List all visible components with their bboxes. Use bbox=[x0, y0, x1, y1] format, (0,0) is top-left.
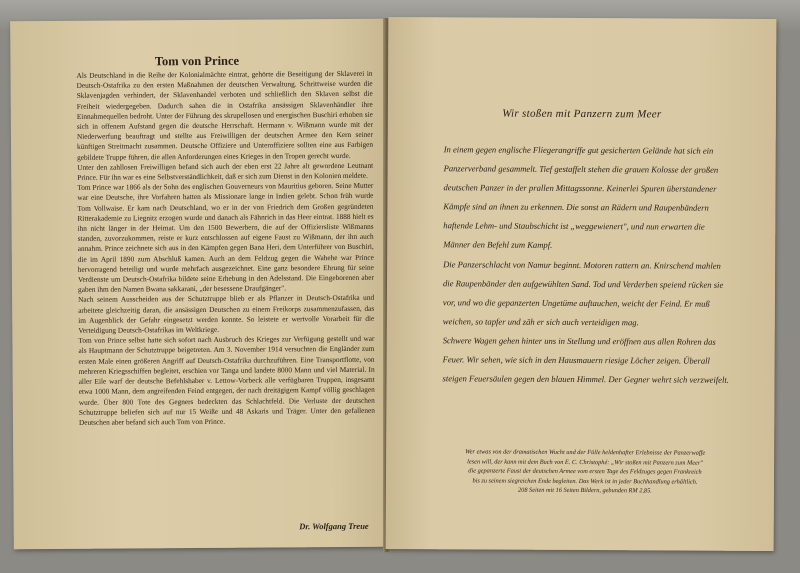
ad-line: bis zu seinem siegreichen Ende begleiten. Das Werk ist in jeder Buchhandlung erhältlich. bbox=[472, 477, 698, 486]
excerpt-body bbox=[442, 140, 731, 390]
ad-line: die gepanzerte Faust der deutschen Armee vom ersten Tage des Feldzuges gegen Frankreich bbox=[468, 467, 702, 476]
left-page bbox=[10, 19, 387, 550]
paragraph: Unter den zahllosen Freiwilligen befand sich auch der eben erst 22 Jahre alt gewordene Leutnant Prince. Für ihn war es eine Selbstverständlichkeit, daß er sich zum Dienst in den Kolonien meldete. bbox=[77, 160, 374, 182]
ad-line: 208 Seiten mit 16 Seiten Bildern, gebunden RM 2,85. bbox=[518, 487, 652, 495]
right-page bbox=[386, 17, 777, 551]
ad-line: Wer etwas von der dramatischen Wucht und der Fülle heldenhafter Erlebnisse der Panzerwaffe bbox=[465, 448, 706, 457]
article-title: Tom von Prince bbox=[154, 53, 240, 69]
paragraph: Als Deutschland in die Reihe der Kolonialmächte eintrat, gehörte die Beseitigung der Sklaverei in Deutsch-Ostafrika zu den ersten Maßnahmen der deutschen Verwaltung. Schrittweise wurden die Sklavenjagden verhindert, der Sklavenhandel verboten und schließlich den Sklaven selbst die Freiheit wiedergegeben. Dadurch sahen die in Ostafrika ansässigen Sklavenhändler ihre Einnahmequellen bedroht. Unter der Führung des skrupellosen und energischen Buschiri erhoben sie sich in offenem Aufstand gegen die deutsche Herrschaft. Hermann v. Wißmann wurde mit der Niederwerfung beauftragt und stellte aus Freiwilligen der deutschen Armee den Kern seiner künftigen Streitmacht zusammen. Deutsche Offiziere und Unteroffiziere sollten eine aus Farbigen gebildete Truppe führen, die allen Anforderungen eines Krieges in den Tropen gerecht wurde. bbox=[76, 68, 374, 162]
excerpt-title: Wir stoßen mit Panzern zum Meer bbox=[502, 107, 662, 121]
ad-line: lesen will, der kann mit dem Buch von E. C. Christophé: „Wir stoßen mit Panzern zum Meer" bbox=[467, 458, 703, 467]
paragraph: Schwere Wagen gehen hinter uns in Stellung und eröffnen aus allen Rohren das Feuer. Wir sehen, wie sich in den Hausmauern riesige Löcher zeigen. Überall steigen Feuersäulen gegen den blauen Himmel. Der Gegner wehrt sich verzweifelt. bbox=[442, 335, 729, 385]
paragraph: In einem gegen englische Fliegerangriffe gut gesicherten Gelände hat sich ein Panzerverband gesammelt. Tief gestaffelt stehen die grauen Kolosse der großen deutschen Panzer in der prallen Mittagssonne. Keinerlei Spuren überstandener Kämpfe sind an ihnen zu erkennen. Die sonst an Rädern und Raupenbändern haftende Lehm- und Staubschicht ist „weggewienert", und nun erwarten die Männer den Befehl zum Kampf. bbox=[443, 144, 719, 251]
book-advertisement bbox=[420, 447, 750, 497]
author-signature: Dr. Wolfgang Treue bbox=[299, 520, 369, 532]
article-body bbox=[77, 69, 375, 428]
paragraph: Nach seinem Ausscheiden aus der Schutztruppe blieb er als Pflanzer in Deutsch-Ostafrika und arbeitete gleichzeitig daran, die ansässigen Deutschen zu einem Freikorps zusammenzufassen, das im Augenblick der Gefahr eingesetzt werden konnte. So leistete er wertvolle Vorarbeit für die Verteidigung Deutsch-Ostafrikas im Weltkriege. bbox=[78, 293, 375, 335]
paragraph: Tom von Prince selbst hatte sich sofort nach Ausbruch des Krieges zur Verfügung gestellt und war als Hauptmann der Schutztruppe beigetreten. Am 3. November 1914 versuchten die Engländer zum ersten Male einen größeren Angriff auf Deutsch-Ostafrika durchzuführen. Eine Transportflotte, von mehreren Kriegsschiffen begleitet, erschien vor Tanga und landete 8000 Mann und viel Material. In aller Eile warf der deutsche Befehlshaber v. Lettow-Vorbeck alle verfügbaren Truppen, insgesamt etwa 1000 Mann, dem angreifenden Feind entgegen, der nach dreitägigem Kampf völlig geschlagen wurde. Über 800 Tote des Gegners bedeckten das Schlachtfeld. Die Verluste der deutschen Schutztruppe beliefen sich auf nur 15 Weiße und 48 Askaris und Träger. Unter den gefallenen Deutschen aber befand sich auch Tom von Prince. bbox=[78, 334, 375, 427]
paragraph: Die Panzerschlacht von Namur beginnt. Motoren rattern an. Knirschend mahlen die Raupenbänder den aufgewühlten Sand. Tod und Verderben speiend rücken sie vor, und wo die gepanzerten Ungetüme auftauchen, weicht der Feind. Er muß weichen, so tapfer und zäh er sich auch verteidigen mag. bbox=[442, 258, 724, 328]
paragraph: Tom Prince war 1866 als der Sohn des englischen Gouverneurs von Mauritius geboren. Seine Mutter war eine Deutsche, ihre Vorfahren hatten als Missionare lange in Indien gelebt. Schon früh wurde Tom Vollwaise. Er kam nach Deutschland, wo er in der von Friedrich dem Großen gegründeten Ritterakademie zu Liegnitz erzogen wurde und danach als Fähnrich in das Heer eintrat. 1888 hielt es ihn nicht länger in der Heimat. Um den 1500 Bewerbern, die auf der Offiziersliste Wißmanns standen, zuvorzukommen, reiste er kurz entschlossen auf eigene Faust zu Wißmann, der ihn auch annahm. Prince zeichnete sich aus in den Kämpfen gegen Bana Heri, dem Unterführer von Buschiri, die im April 1890 zum Abschluß kamen. Auch an dem Feldzug gegen die Wahehe war Prince hervorragend beteiligt und wurde mehrfach ausgezeichnet. Eine ganz besondere Ehrung für seine Verdienste um Deutsch-Ostafrika bildete seine Erhebung in den Adelsstand. Die Eingeborenen aber gaben ihm den Namen Bwana sakkarani, „der besessene Draufgänger". bbox=[77, 181, 374, 295]
